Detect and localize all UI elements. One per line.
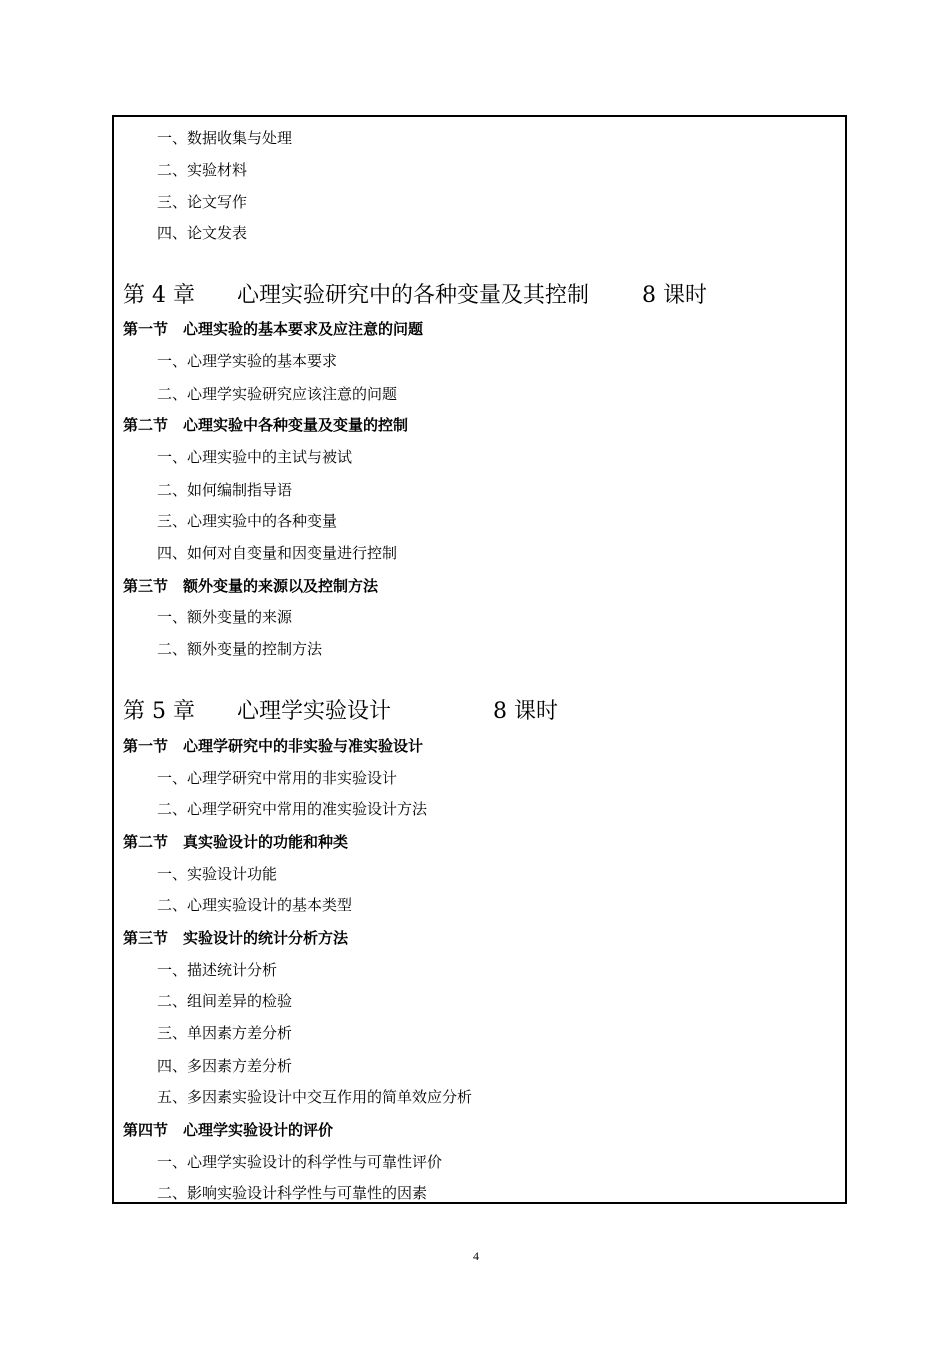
chapter-title: 心理学实验设计	[237, 699, 392, 724]
section-heading: 第三节 额外变量的来源以及控制方法	[123, 577, 379, 595]
list-item: 三、心理实验中的各种变量	[157, 512, 338, 530]
section-heading: 第三节 实验设计的统计分析方法	[123, 929, 349, 947]
list-item: 一、心理学实验设计的科学性与可靠性评价	[157, 1153, 443, 1171]
list-item: 二、实验材料	[157, 161, 248, 179]
list-item: 一、实验设计功能	[157, 865, 278, 883]
chapter-4-heading	[123, 281, 707, 311]
list-item: 二、心理学研究中常用的准实验设计方法	[157, 800, 428, 818]
section-heading: 第二节 真实验设计的功能和种类	[123, 833, 349, 851]
list-item: 一、描述统计分析	[157, 961, 278, 979]
list-item: 四、如何对自变量和因变量进行控制	[157, 544, 398, 562]
list-item: 四、多因素方差分析	[157, 1057, 293, 1075]
section-heading: 第二节 心理实验中各种变量及变量的控制	[123, 416, 409, 434]
list-item: 三、单因素方差分析	[157, 1024, 293, 1042]
list-item: 一、数据收集与处理	[157, 129, 293, 147]
list-item: 一、额外变量的来源	[157, 608, 293, 626]
section-heading: 第一节 心理学研究中的非实验与准实验设计	[123, 737, 424, 755]
list-item: 二、额外变量的控制方法	[157, 640, 323, 658]
list-item: 四、论文发表	[157, 224, 248, 242]
chapter-5-heading	[123, 697, 558, 727]
list-item: 二、心理实验设计的基本类型	[157, 896, 353, 914]
section-heading: 第四节 心理学实验设计的评价	[123, 1121, 334, 1139]
chapter-number: 第 4 章	[123, 283, 195, 308]
page-number: 4	[473, 1249, 479, 1263]
chapter-hours: 8 课时	[493, 699, 558, 724]
content-frame	[112, 115, 847, 1204]
section-heading: 第一节 心理实验的基本要求及应注意的问题	[123, 320, 424, 338]
chapter-hours: 8 课时	[642, 283, 707, 308]
list-item: 三、论文写作	[157, 193, 248, 211]
chapter-title: 心理实验研究中的各种变量及其控制	[237, 283, 590, 308]
chapter-number: 第 5 章	[123, 699, 195, 724]
list-item: 一、心理学实验的基本要求	[157, 352, 338, 370]
list-item: 二、影响实验设计科学性与可靠性的因素	[157, 1184, 428, 1202]
list-item: 一、心理学研究中常用的非实验设计	[157, 769, 398, 787]
list-item: 五、多因素实验设计中交互作用的简单效应分析	[157, 1088, 473, 1106]
list-item: 二、如何编制指导语	[157, 481, 293, 499]
list-item: 一、心理实验中的主试与被试	[157, 448, 353, 466]
list-item: 二、组间差异的检验	[157, 992, 293, 1010]
list-item: 二、心理学实验研究应该注意的问题	[157, 385, 398, 403]
